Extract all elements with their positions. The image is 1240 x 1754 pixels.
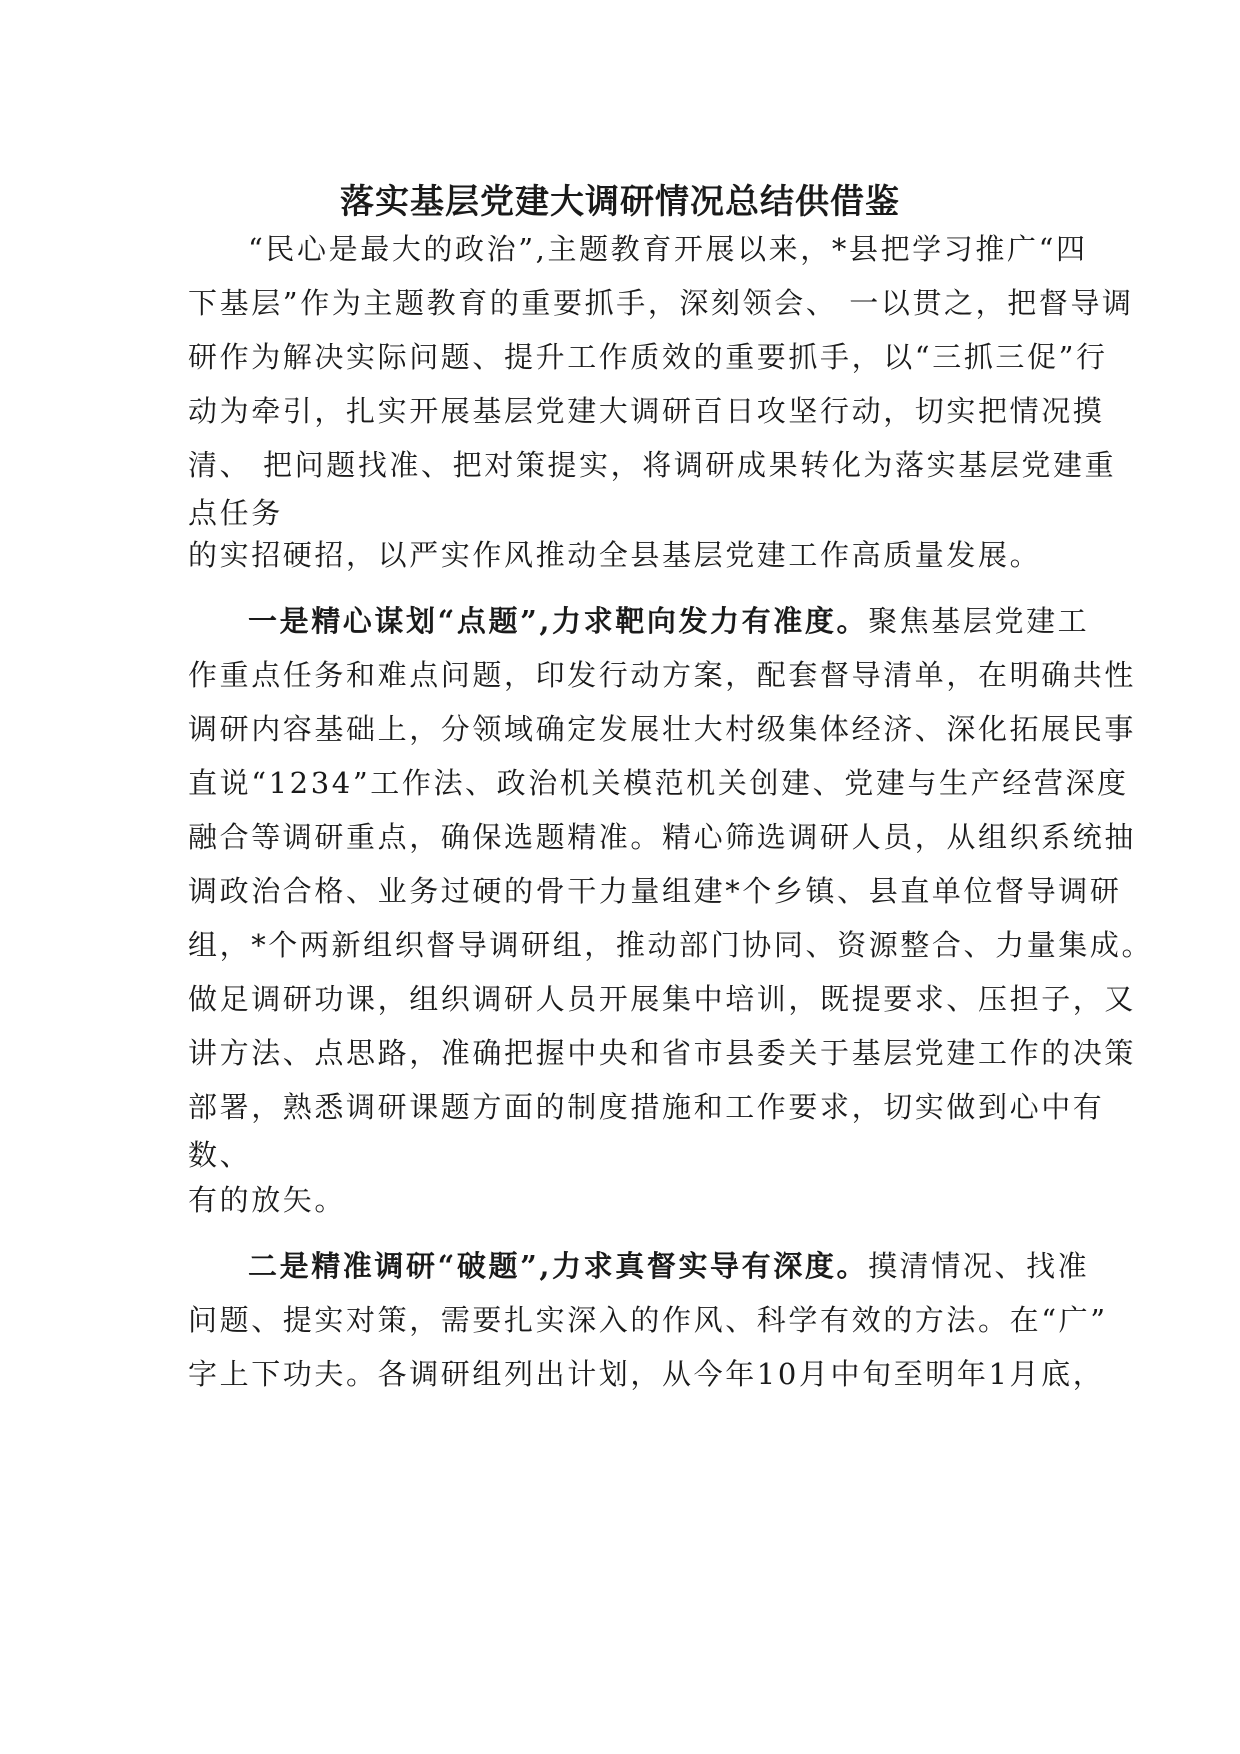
section-1-line: 作重点任务和难点问题，印发行动方案，配套督导清单，在明确共性 <box>188 658 1137 692</box>
section-1-line: 数、 <box>188 1138 252 1172</box>
section-1-line: 部署，熟悉调研课题方面的制度措施和工作要求，切实做到心中有 <box>188 1090 1105 1124</box>
section-1-line: 融合等调研重点，确保选题精准。精心筛选调研人员，从组织系统抽 <box>188 820 1137 854</box>
section-1-line: 调政治合格、业务过硬的骨干力量组建*个乡镇、县直单位督导调研 <box>188 874 1122 908</box>
document-title: 落实基层党建大调研情况总结供借鉴 <box>340 182 900 222</box>
intro-line: 研作为解决实际问题、提升工作质效的重要抓手，以“三抓三促”行 <box>188 340 1108 374</box>
intro-line: 的实招硬招，以严实作风推动全县基层党建工作高质量发展。 <box>188 538 1042 572</box>
section-2-heading: 二是精准调研“破题”,力求真督实导有深度。 <box>248 1249 869 1283</box>
section-2-first-line <box>248 1248 1089 1284</box>
section-1-line: 调研内容基础上，分领域确定发展壮大村级集体经济、深化拓展民事 <box>188 712 1137 746</box>
section-1-line: 直说“1234”工作法、政治机关模范机关创建、党建与生产经营深度 <box>188 766 1129 800</box>
section-1-first-line <box>248 603 1089 639</box>
intro-line: 动为牵引，扎实开展基层党建大调研百日攻坚行动，切实把情况摸 <box>188 394 1105 428</box>
intro-line: 点任务 <box>188 496 283 530</box>
section-1-line: 有的放矢。 <box>188 1183 347 1217</box>
section-1-line: 讲方法、点思路，准确把握中央和省市县委关于基层党建工作的决策 <box>188 1036 1137 1070</box>
section-1-heading: 一是精心谋划“点题”,力求靶向发力有准度。 <box>248 604 869 638</box>
intro-line: “民心是最大的政治”,主题教育开展以来，*县把学习推广“四 <box>248 232 1088 266</box>
section-1-line: 做足调研功课，组织调研人员开展集中培训，既提要求、压担子，又 <box>188 982 1137 1016</box>
section-1-line: 组，*个两新组织督导调研组，推动部门协同、资源整合、力量集成。 <box>188 928 1154 962</box>
section-2-heading-rest: 摸清情况、找准 <box>868 1249 1090 1283</box>
section-2-line: 问题、提实对策，需要扎实深入的作风、科学有效的方法。在“广” <box>188 1303 1108 1337</box>
section-2-line: 字上下功夫。各调研组列出计划，从今年10月中旬至明年1月底， <box>188 1357 1105 1391</box>
intro-line: 清、 把问题找准、把对策提实，将调研成果转化为落实基层党建重 <box>188 448 1117 482</box>
intro-line: 下基层”作为主题教育的重要抓手，深刻领会、 一以贯之，把督导调 <box>188 286 1134 320</box>
section-1-heading-rest: 聚焦基层党建工 <box>868 604 1090 638</box>
